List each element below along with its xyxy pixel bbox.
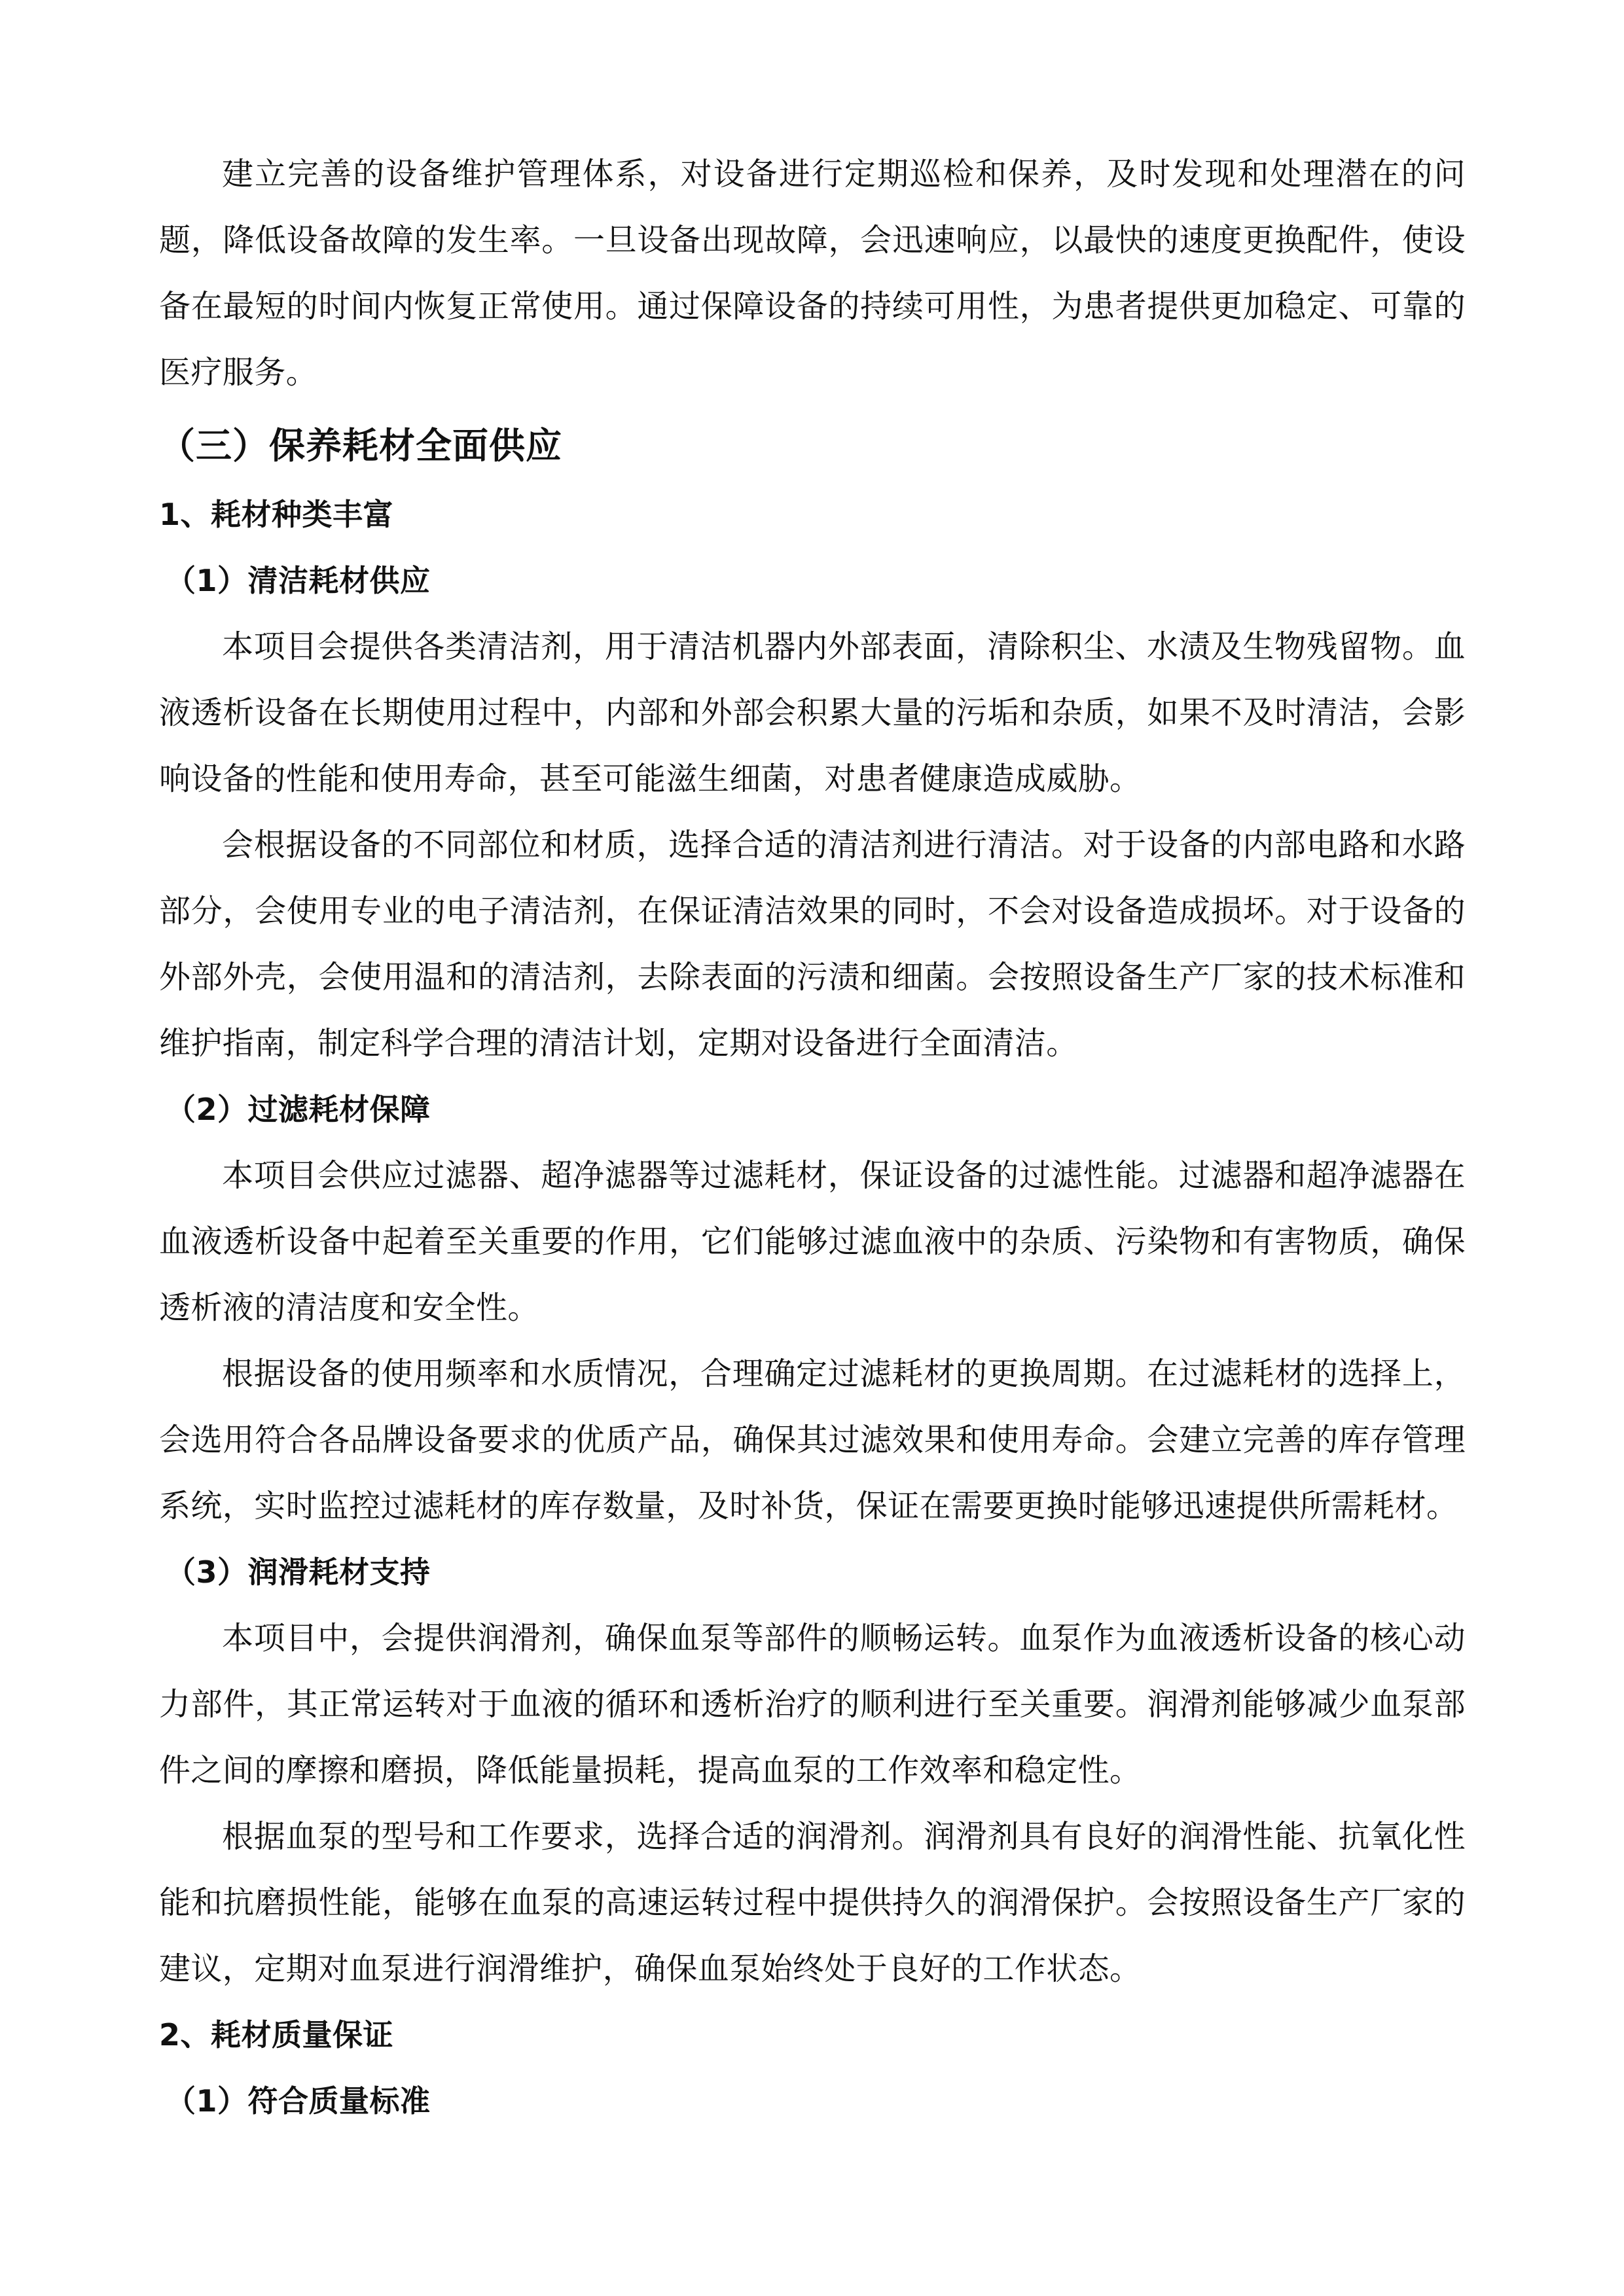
item-1-2-paragraph-1: 本项目会供应过滤器、超净滤器等过滤耗材，保证设备的过滤性能。过滤器和超净滤器在血液透析设备中起着至关重要的作用，它们能够过滤血液中的杂质、污染物和有害物质，确保透析液的清洁度和安全性。 xyxy=(159,1157,1466,1326)
document-page xyxy=(159,0,1466,2134)
section-title: （三）保养耗材全面供应 xyxy=(159,425,563,467)
subsection-1-title: 1、耗材种类丰富 xyxy=(159,497,394,532)
item-1-3-paragraph-1: 本项目中，会提供润滑剂，确保血泵等部件的顺畅运转。血泵作为血液透析设备的核心动力部件，其正常运转对于血液的循环和透析治疗的顺利进行至关重要。润滑剂能够减少血泵部件之间的摩擦和磨损，降低能量损耗，提高血泵的工作效率和稳定性。 xyxy=(159,1620,1466,1789)
subsection-2-title: 2、耗材质量保证 xyxy=(159,2017,394,2053)
item-1-1-paragraph-2: 会根据设备的不同部位和材质，选择合适的清洁剂进行清洁。对于设备的内部电路和水路部分，会使用专业的电子清洁剂，在保证清洁效果的同时，不会对设备造成损坏。对于设备的外部外壳，会使用温和的清洁剂，去除表面的污渍和细菌。会按照设备生产厂家的技术标准和维护指南，制定科学合理的清洁计划，定期对设备进行全面清洁。 xyxy=(159,827,1466,1062)
item-1-3-title: （3）润滑耗材支持 xyxy=(166,1554,431,1590)
item-1-1-paragraph-1: 本项目会提供各类清洁剂，用于清洁机器内外部表面，清除积尘、水渍及生物残留物。血液透析设备在长期使用过程中，内部和外部会积累大量的污垢和杂质，如果不及时清洁，会影响设备的性能和使用寿命，甚至可能滋生细菌，对患者健康造成威胁。 xyxy=(159,628,1466,797)
item-2-1-title: （1）符合质量标准 xyxy=(166,2083,431,2119)
item-1-3-paragraph-2: 根据血泵的型号和工作要求，选择合适的润滑剂。润滑剂具有良好的润滑性能、抗氧化性能和抗磨损性能，能够在血泵的高速运转过程中提供持久的润滑保护。会按照设备生产厂家的建议，定期对血泵进行润滑维护，确保血泵始终处于良好的工作状态。 xyxy=(159,1818,1466,1987)
item-1-2-paragraph-2: 根据设备的使用频率和水质情况，合理确定过滤耗材的更换周期。在过滤耗材的选择上，会选用符合各品牌设备要求的优质产品，确保其过滤效果和使用寿命。会建立完善的库存管理系统，实时监控过滤耗材的库存数量，及时补货，保证在需要更换时能够迅速提供所需耗材。 xyxy=(159,1355,1466,1524)
item-1-2-title: （2）过滤耗材保障 xyxy=(166,1092,431,1127)
item-1-1-title: （1）清洁耗材供应 xyxy=(166,563,431,598)
intro-paragraph: 建立完善的设备维护管理体系，对设备进行定期巡检和保养，及时发现和处理潜在的问题，降低设备故障的发生率。一旦设备出现故障，会迅速响应，以最快的速度更换配件，使设备在最短的时间内恢复正常使用。通过保障设备的持续可用性，为患者提供更加稳定、可靠的医疗服务。 xyxy=(159,156,1466,391)
